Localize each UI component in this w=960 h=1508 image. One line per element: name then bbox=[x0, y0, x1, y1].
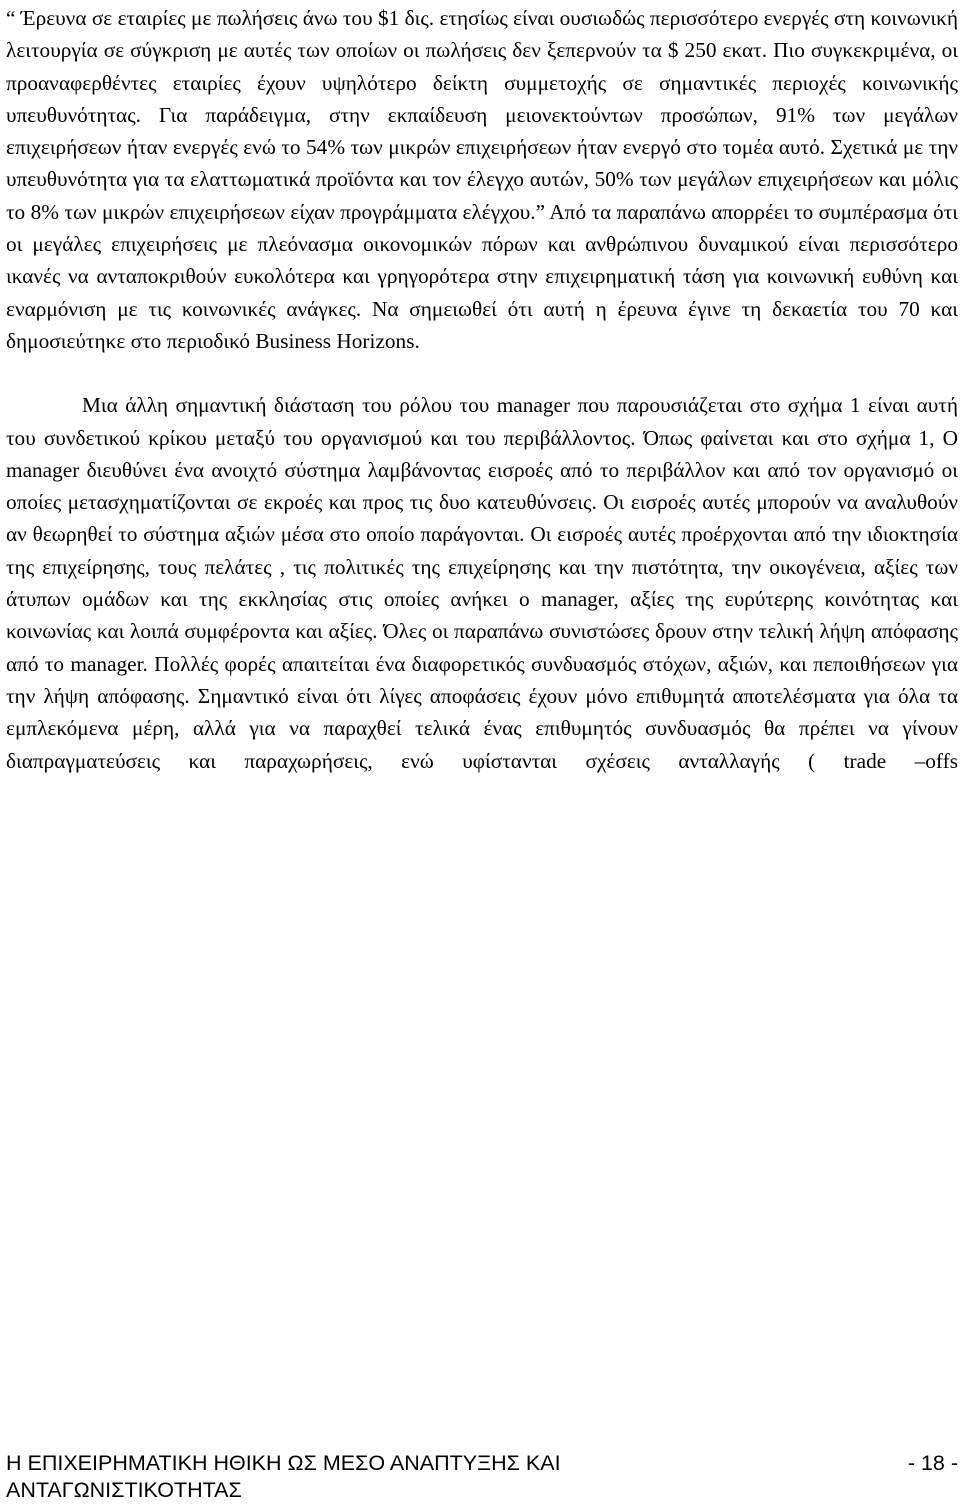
document-body bbox=[6, 2, 958, 777]
page-footer bbox=[6, 1450, 958, 1504]
page-number: - 18 - bbox=[907, 1451, 958, 1475]
footer-title: Η ΕΠΙΧΕΙΡΗΜΑΤΙΚΗ ΗΘΙΚΗ ΩΣ ΜΕΣΟ ΑΝΑΠΤΥΞΗΣ ΚΑΙ ΑΝΤΑΓΩΝΙΣΤΙΚΟΤΗΤΑΣ bbox=[6, 1451, 561, 1502]
paragraph-research-findings: “ Έρευνα σε εταιρίες με πωλήσεις άνω του $1 δις. ετησίως είναι ουσιωδώς περισσότερο ενεργές στη κοινωνική λειτουργία σε σύγκριση με αυτές των οποίων οι πωλήσεις δεν ξεπερνούν τα $ 250 εκατ. Πιο συγκεκριμένα, οι προαναφερθέντες εταιρίες έχουν υψηλότερο δείκτη συμμετοχής σε σημαντικές περιοχές κοινωνικής υπευθυνότητας. Για παράδειγμα, στην εκπαίδευση μειονεκτούντων προσώπων, 91% των μεγάλων επιχειρήσεων ήταν ενεργές ενώ το 54% των μικρών επιχειρήσεων ήταν ενεργό στο τομέα αυτό. Σχετικά με την υπευθυνότητα για τα ελαττωματικά προϊόντα και τον έλεγχο αυτών, 50% των μεγάλων επιχειρήσεων και μόλις το 8% των μικρών επιχειρήσεων είχαν προγράμματα ελέγχου.” Από τα παραπάνω απορρέει το συμπέρασμα ότι οι μεγάλες επιχειρήσεις με πλεόνασμα οικονομικών πόρων και ανθρώπινου δυναμικού είναι περισσότερο ικανές να ανταποκριθούν ευκολότερα και γρηγορότερα στην επιχειρηματική τάση για κοινωνική ευθύνη και εναρμόνιση με τις κοινωνικές ανάγκες. Να σημειωθεί ότι αυτή η έρευνα έγινε τη δεκαετία του 70 και δημοσιεύτηκε στο περιοδικό Business Horizons. bbox=[6, 6, 958, 353]
paragraph-manager-role: Μια άλλη σημαντική διάσταση του ρόλου του manager που παρουσιάζεται στο σχήμα 1 είναι αυτή του συνδετικού κρίκου μεταξύ του οργανισμού και του περιβάλλοντος. Όπως φαίνεται και στο σχήμα 1, Ο manager διευθύνει ένα ανοιχτό σύστημα λαμβάνοντας εισροές από το περιβάλλον και από τον οργανισμό οι οποίες μετασχηματίζονται σε εκροές και προς τις δυο κατευθύνσεις. Οι εισροές αυτές μπορούν να αναλυθούν αν θεωρηθεί το σύστημα αξιών μέσα στο οποίο παράγονται. Οι εισροές αυτές προέρχονται από την ιδιοκτησία της επιχείρησης, τους πελάτες , τις πολιτικές της επιχείρησης και την πιστότητα, την οικογένεια, αξίες των άτυπων ομάδων και της εκκλησίας στις οποίες ανήκει ο manager, αξίες της ευρύτερης κοινότητας και κοινωνίας και λοιπά συμφέροντα και αξίες. Όλες οι παραπάνω συνιστώσες δρουν στην τελική λήψη απόφασης από το manager. Πολλές φορές απαιτείται ένα διαφορετικός συνδυασμός στόχων, αξιών, και πεποιθήσεων για την λήψη απόφασης. Σημαντικό είναι ότι λίγες αποφάσεις έχουν μόνο επιθυμητά αποτελέσματα για όλα τα εμπλεκόμενα μέρη, αλλά για να παραχθεί τελικά ένας επιθυμητός συνδυασμός θα πρέπει να γίνουν διαπραγματεύσεις και παραχωρήσεις, ενώ υφίστανται σχέσεις ανταλλαγής ( trade –offs bbox=[6, 393, 958, 773]
